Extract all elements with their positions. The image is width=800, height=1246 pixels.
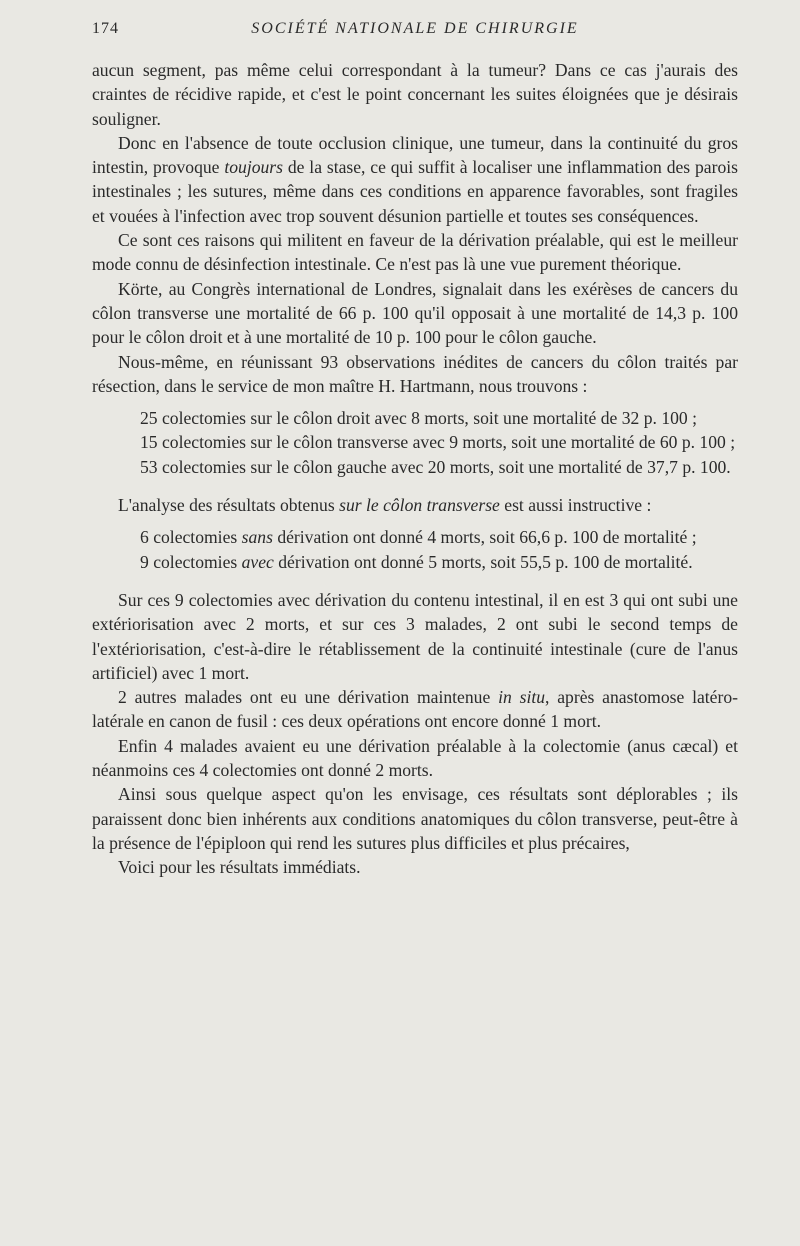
paragraph-6-emphasis: sur le côlon transverse	[339, 495, 500, 516]
paragraph-4: Körte, au Congrès international de Londres, signalait dans les exérèses de cancers du côlon transverse une mortalité de 66 p. 100 qu'il opposait à une mortalité de 14,3 p. 100 pour le côlon droit et à une mortalité de 10 p. 100 pour le côlon gauche.	[92, 278, 738, 348]
paragraph-10: Ainsi sous quelque aspect qu'on les envisage, ces résultats sont déplorables ; ils paraissent donc bien inhérents aux conditions anatomiques du côlon transverse, peut-être à la présence de l'épiploon qui rend les sutures plus difficiles et plus précaires,	[92, 784, 738, 853]
paragraph-1: aucun segment, pas même celui correspondant à la tumeur? Dans ce cas j'aurais des craintes de récidive rapide, et c'est le point concernant les suites éloignées que je désirais souligner.	[92, 60, 738, 129]
page-header	[92, 20, 738, 46]
running-title: SOCIÉTÉ NATIONALE DE CHIRURGIE	[251, 20, 579, 37]
list-item-text: 6 colectomies	[140, 527, 242, 548]
paragraph-8-emphasis: in situ	[498, 687, 546, 708]
list-item: 25 colectomies sur le côlon droit avec 8 morts, soit une mortalité de 32 p. 100 ;	[140, 408, 698, 429]
paragraph-6	[92, 493, 738, 517]
list-item-emphasis: avec	[241, 551, 274, 572]
paragraph-3: Ce sont ces raisons qui militent en faveur de la dérivation préalable, qui est le meilleur mode connu de désinfection intestinale. Ce n'est pas là une vue purement théorique.	[92, 230, 738, 275]
paragraph-2	[92, 131, 738, 228]
list-item	[92, 550, 738, 574]
list-item-text-end: dérivation ont donné 4 morts, soit 66,6 p. 100 de mortalité ;	[272, 527, 697, 548]
list-item	[92, 525, 738, 549]
list-item-emphasis: sans	[241, 527, 273, 548]
results-list-by-segment	[92, 406, 738, 479]
paragraph-7: Sur ces 9 colectomies avec dérivation du contenu intestinal, il en est 3 qui ont subi une extériorisation avec 2 morts, et sur ces 3 malades, 2 ont subi le second temps de l'extériorisation, c'est-à-dire le rétablissement de la continuité intestinale (cure de l'anus artificiel) avec 1 mort.	[92, 589, 738, 683]
body-text	[92, 58, 738, 880]
paragraph-8-text: 2 autres malades ont eu une dérivation maintenue	[118, 687, 499, 708]
list-item-text-end: dérivation ont donné 5 morts, soit 55,5 p. 100 de mortalité.	[273, 551, 693, 572]
page-number: 174	[92, 20, 119, 37]
paragraph-2-text-end: de la stase, ce qui suffit à localiser une inflammation des parois intestinales ; les sutures, même dans ces conditions en apparence favorables, sont fragiles et vouées à l'infection avec trop souvent désunion partielle et toutes ses conséquences.	[92, 157, 738, 226]
paragraph-5: Nous-même, en réunissant 93 observations inédites de cancers du côlon traités par résection, dans le service de mon maître H. Hartmann, nous trouvons :	[92, 351, 738, 396]
paragraph-6-text-end: est aussi instructive :	[499, 495, 652, 516]
paragraph-11: Voici pour les résultats immédiats.	[118, 857, 361, 878]
paragraph-2-text: Donc en l'absence de toute occlusion clinique, une tumeur, dans la continuité du gros intestin, provoque	[92, 132, 738, 178]
paragraph-8-text-end: , après anastomose latéro-latérale en canon de fusil : ces deux opérations ont encore donné 1 mort.	[92, 687, 738, 732]
results-list-transverse	[92, 525, 738, 574]
paragraph-8	[92, 685, 738, 734]
list-item-text: 9 colectomies	[140, 551, 242, 572]
list-item: 53 colectomies sur le côlon gauche avec 20 morts, soit une mortalité de 37,7 p. 100.	[140, 456, 731, 477]
list-item: 15 colectomies sur le côlon transverse avec 9 morts, soit une mortalité de 60 p. 100 ;	[140, 432, 736, 453]
paragraph-6-text: L'analyse des résultats obtenus	[118, 495, 340, 516]
paragraph-9: Enfin 4 malades avaient eu une dérivation préalable à la colectomie (anus cæcal) et néanmoins ces 4 colectomies ont donné 2 morts.	[92, 735, 738, 781]
paragraph-2-emphasis: toujours	[224, 157, 284, 178]
